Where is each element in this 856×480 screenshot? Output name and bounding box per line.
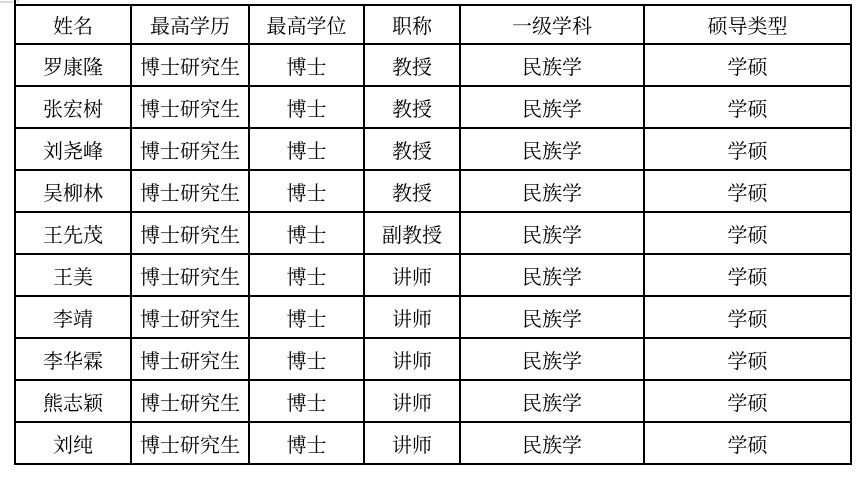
table-cell: 熊志颖 [15,380,131,422]
table-cell: 学硕 [644,338,851,380]
table-cell: 教授 [364,170,460,212]
column-header-3: 职称 [364,5,460,44]
table-cell: 讲师 [364,422,460,464]
table-cell: 民族学 [460,128,644,170]
table-cell: 博士 [249,44,364,86]
table-cell: 学硕 [644,380,851,422]
table-cell: 民族学 [460,86,644,128]
crop-artifact-horizontal-line [0,1,15,3]
column-header-2: 最高学位 [249,5,364,44]
table-cell: 刘纯 [15,422,131,464]
table-row [15,44,851,86]
table-row [15,86,851,128]
table-cell: 博士研究生 [131,254,249,296]
table-cell: 博士 [249,338,364,380]
table-cell: 学硕 [644,128,851,170]
table-cell: 民族学 [460,380,644,422]
header-row [15,5,851,44]
table-cell: 张宏树 [15,86,131,128]
table-row [15,212,851,254]
table-cell: 刘尧峰 [15,128,131,170]
column-header-5: 硕导类型 [644,5,851,44]
table-cell: 王美 [15,254,131,296]
table-row [15,422,851,464]
table-cell: 博士 [249,296,364,338]
table-cell: 学硕 [644,422,851,464]
table-cell: 学硕 [644,296,851,338]
table-cell: 罗康隆 [15,44,131,86]
table-cell: 民族学 [460,44,644,86]
table-cell: 博士研究生 [131,44,249,86]
table-cell: 博士 [249,212,364,254]
table-row [15,128,851,170]
table-cell: 博士研究生 [131,422,249,464]
table-cell: 教授 [364,86,460,128]
table-cell: 讲师 [364,338,460,380]
table-cell: 讲师 [364,380,460,422]
table-cell: 民族学 [460,212,644,254]
table-cell: 讲师 [364,254,460,296]
table-cell: 学硕 [644,212,851,254]
table-cell: 博士研究生 [131,86,249,128]
table-cell: 博士研究生 [131,338,249,380]
table-cell: 博士 [249,422,364,464]
table-cell: 博士 [249,380,364,422]
table-cell: 李靖 [15,296,131,338]
table-cell: 学硕 [644,170,851,212]
table-cell: 民族学 [460,170,644,212]
table-row [15,380,851,422]
table-cell: 民族学 [460,296,644,338]
table-cell: 学硕 [644,44,851,86]
table-row [15,170,851,212]
table-cell: 博士研究生 [131,212,249,254]
table-cell: 博士研究生 [131,128,249,170]
table-cell: 教授 [364,44,460,86]
table-cell: 学硕 [644,254,851,296]
table-cell: 民族学 [460,338,644,380]
column-header-4: 一级学科 [460,5,644,44]
table-cell: 教授 [364,128,460,170]
table-cell: 博士 [249,254,364,296]
table-cell: 李华霖 [15,338,131,380]
table-cell: 民族学 [460,422,644,464]
table-row [15,296,851,338]
table-row [15,254,851,296]
faculty-supervisor-table [14,4,852,465]
table-cell: 民族学 [460,254,644,296]
table-cell: 博士 [249,170,364,212]
table-cell: 博士 [249,128,364,170]
table-cell: 讲师 [364,296,460,338]
table-cell: 博士研究生 [131,296,249,338]
table-cell: 博士 [249,86,364,128]
table-cell: 副教授 [364,212,460,254]
table-cell: 王先茂 [15,212,131,254]
table-cell: 博士研究生 [131,380,249,422]
column-header-0: 姓名 [15,5,131,44]
column-header-1: 最高学历 [131,5,249,44]
table-row [15,338,851,380]
table-cell: 学硕 [644,86,851,128]
table-cell: 吴柳林 [15,170,131,212]
table-cell: 博士研究生 [131,170,249,212]
table-body [15,44,851,464]
crop-artifact-tick [17,0,19,2]
